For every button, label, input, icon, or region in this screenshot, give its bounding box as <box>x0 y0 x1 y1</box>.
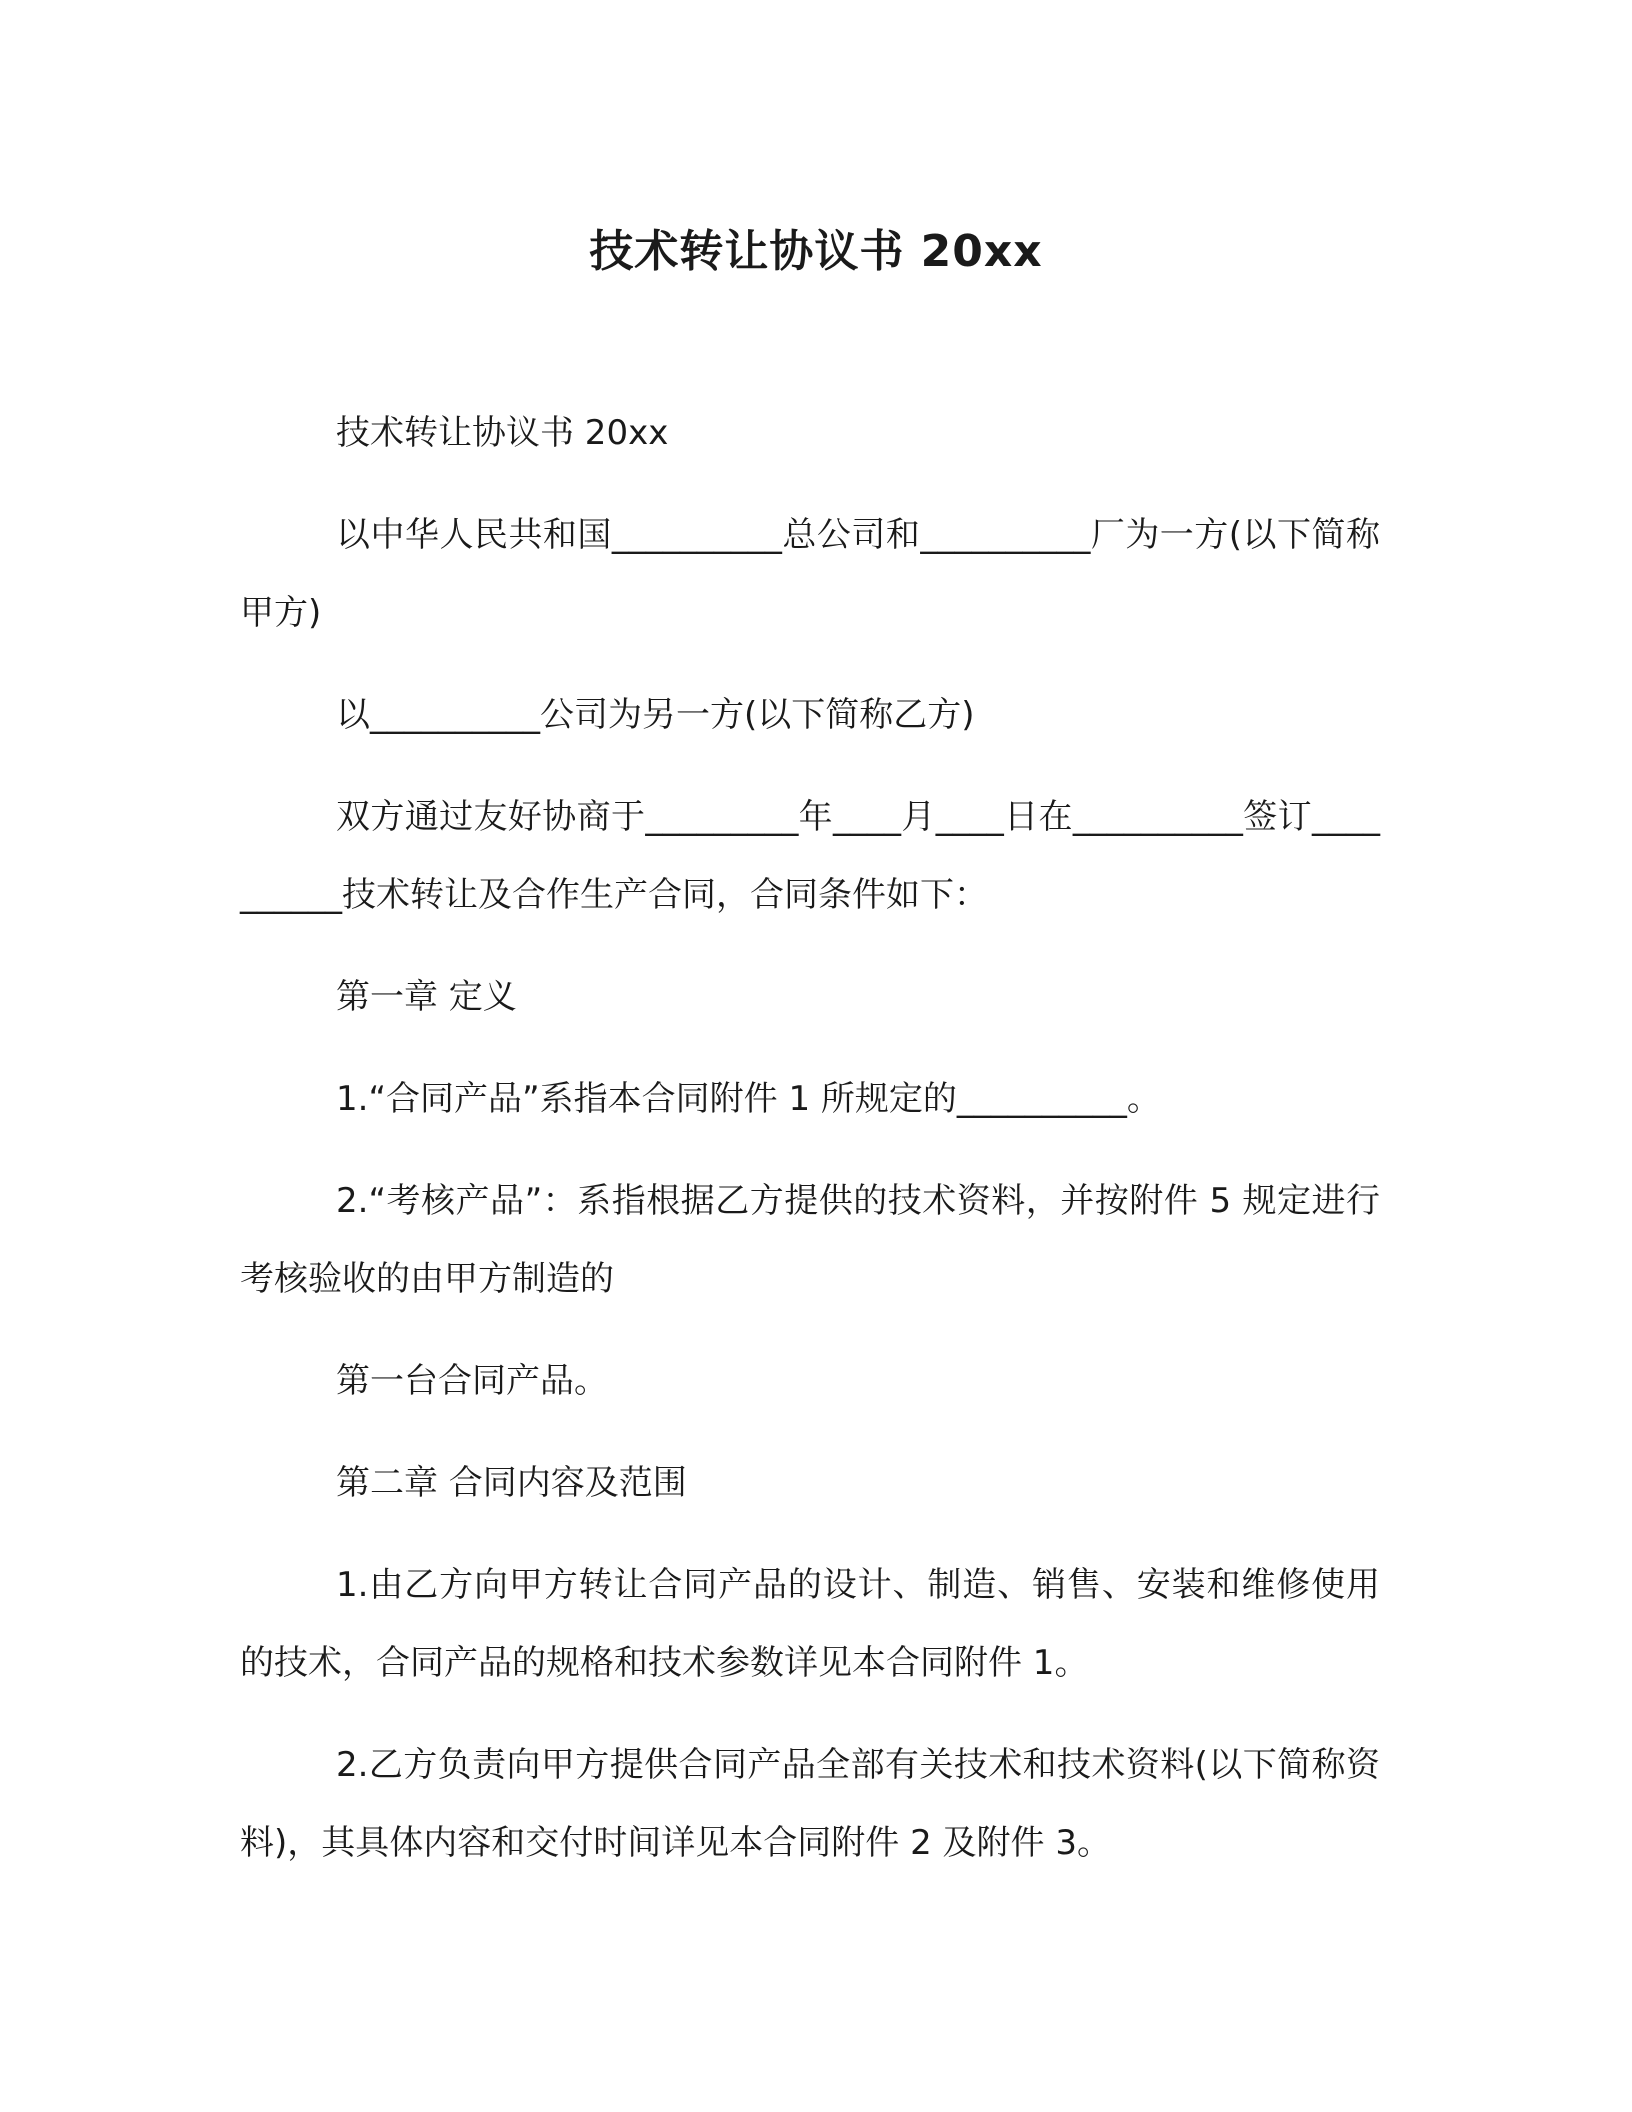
clause-1-1: 1.“合同产品”系指本合同附件 1 所规定的__________。 <box>336 1079 1161 1119</box>
clause-1-2-continued: 第一台合同产品。 <box>336 1361 608 1401</box>
clause-1-2: 2.“考核产品”：系指根据乙方提供的技术资料，并按附件 5 规定进行考核验收的由甲方制造的 <box>240 1181 1380 1299</box>
paragraph-agreement: 双方通过友好协商于_________年____月____日在__________签订__________技术转让及合作生产合同，合同条件如下： <box>240 797 1380 915</box>
document-title: 技术转让协议书 20xx <box>589 226 1043 277</box>
paragraph-party-b: 以__________公司为另一方(以下简称乙方) <box>336 695 975 735</box>
document-body <box>240 394 1380 1906</box>
clause-2-2: 2.乙方负责向甲方提供合同产品全部有关技术和技术资料(以下简称资料)，其具体内容和交付时间详见本合同附件 2 及附件 3。 <box>240 1745 1380 1863</box>
chapter-2-heading: 第二章 合同内容及范围 <box>336 1463 687 1503</box>
chapter-1-heading: 第一章 定义 <box>336 977 517 1017</box>
clause-2-1: 1.由乙方向甲方转让合同产品的设计、制造、销售、安装和维修使用的技术，合同产品的规格和技术参数详见本合同附件 1。 <box>240 1565 1380 1683</box>
paragraph-party-a: 以中华人民共和国__________总公司和__________厂为一方(以下简称甲方) <box>240 515 1380 633</box>
paragraph-heading: 技术转让协议书 20xx <box>336 413 669 453</box>
